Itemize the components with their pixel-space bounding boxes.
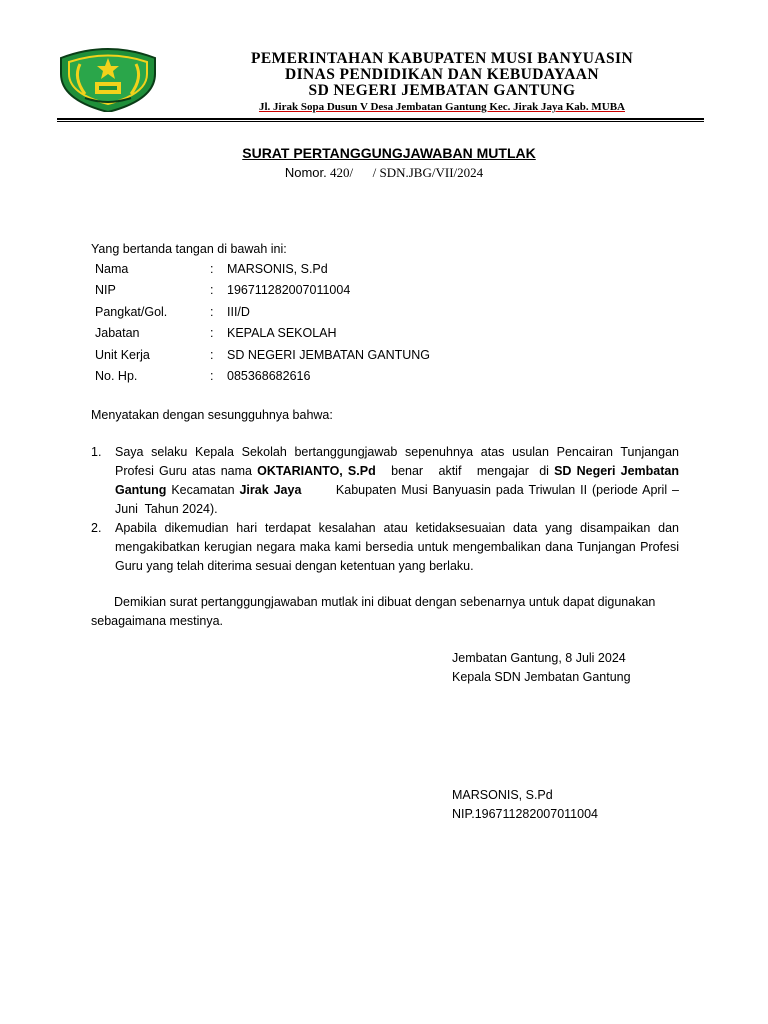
field-row: [95, 305, 430, 326]
field-colon: :: [210, 347, 214, 362]
letterhead-rule-thick: [57, 118, 704, 120]
signer-position: Kepala SDN Jembatan Gantung: [452, 670, 631, 684]
field-colon: :: [210, 283, 214, 298]
field-colon: :: [210, 368, 214, 383]
field-row: [95, 283, 430, 304]
letterhead-school: SD NEGERI JEMBATAN GANTUNG: [308, 82, 576, 99]
closing-text: Demikian surat pertanggungjawaban mutlak ini dibuat dengan sebenarnya untuk dapat digunakan sebagaimana mestinya.: [91, 595, 656, 628]
list-item-number: 1.: [91, 445, 102, 459]
intro-text: Yang bertanda tangan di bawah ini:: [91, 242, 287, 256]
document-title: SURAT PERTANGGUNGJAWABAN MUTLAK: [242, 145, 536, 161]
field-value: SD NEGERI JEMBATAN GANTUNG: [227, 347, 431, 362]
statement-list: [91, 443, 683, 576]
signature-block: [452, 786, 598, 824]
field-colon: :: [210, 304, 214, 319]
musi-banyuasin-emblem-icon: [55, 44, 161, 112]
field-row: [95, 326, 430, 347]
list-item-text: Apabila dikemudian hari terdapat kesalahan atau ketidaksesuaian data yang disampaikan dan mengakibatkan kerugian negara maka kami bersedia untuk mengembalikan dana Tunjangan Profesi Guru yang telah diterima sesuai dengan ketentuan yang berlaku.: [115, 521, 679, 573]
place-date: Jembatan Gantung, 8 Juli 2024: [452, 651, 626, 665]
list-item-number: 2.: [91, 521, 102, 535]
list-item: [91, 519, 679, 576]
field-label: Jabatan: [95, 326, 140, 341]
list-item-text: Saya selaku Kepala Sekolah bertanggungjawab sepenuhnya atas usulan Pencairan Tunjangan Profesi Guru atas nama OKTARIANTO, S.Pd benar aktif mengajar di SD Negeri Jembatan Gantung Kecamatan Jirak Jaya Kabupaten Musi Banyuasin pada Triwulan II (periode April – Juni Tahun 2024).: [115, 445, 683, 516]
field-label: Nama: [95, 262, 129, 276]
field-value: 196711282007011004: [227, 283, 351, 298]
document-number-value: 420/ / SDN.JBG/VII/2024: [330, 165, 484, 180]
letterhead-text: [168, 51, 716, 114]
district-name: Jirak Jaya: [239, 483, 302, 497]
document-number-label: Nomor.: [284, 165, 327, 180]
field-value: MARSONIS, S.Pd: [227, 262, 328, 276]
field-value: III/D: [227, 304, 250, 319]
letterhead-rule-thin: [57, 121, 704, 122]
field-row: [95, 262, 430, 283]
field-colon: :: [210, 262, 214, 276]
field-label: Unit Kerja: [95, 347, 150, 362]
letterhead: [0, 0, 768, 124]
field-value: 085368682616: [227, 368, 311, 383]
field-value: KEPALA SEKOLAH: [227, 326, 337, 341]
teacher-name: OKTARIANTO, S.Pd: [257, 464, 376, 478]
statement-text: Menyatakan dengan sesungguhnya bahwa:: [91, 408, 333, 422]
signer-name: MARSONIS, S.Pd: [452, 788, 553, 802]
field-row: [95, 348, 430, 369]
document-number: [0, 165, 768, 181]
school-name: SD Negeri Jembatan Gantung: [115, 464, 679, 497]
letterhead-department: DINAS PENDIDIKAN DAN KEBUDAYAAN: [285, 66, 599, 83]
letterhead-address: Jl. Jirak Sopa Dusun V Desa Jembatan Gantung Kec. Jirak Jaya Kab. MUBA: [258, 101, 625, 113]
field-label: Pangkat/Gol.: [95, 304, 168, 319]
letterhead-government: PEMERINTAHAN KABUPATEN MUSI BANYUASIN: [250, 50, 634, 67]
field-row: [95, 369, 430, 390]
field-colon: :: [210, 326, 214, 341]
signature-header: [452, 649, 631, 687]
signer-fields: [95, 262, 430, 390]
field-label: NIP: [95, 283, 116, 298]
field-label: No. Hp.: [95, 368, 138, 383]
list-item: [91, 443, 683, 519]
signer-nip: NIP.196711282007011004: [452, 807, 598, 821]
